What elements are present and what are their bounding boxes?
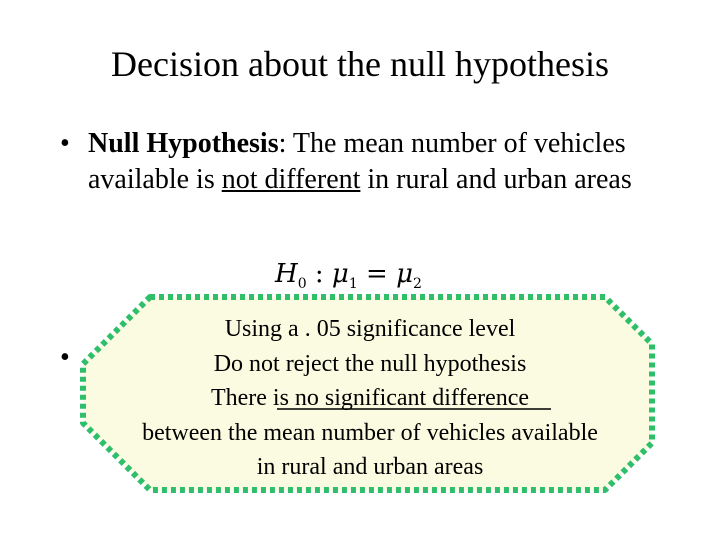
slide-title: Decision about the null hypothesis: [111, 44, 609, 84]
null-hypothesis-text-b: in rural and urban areas: [360, 164, 632, 195]
formula-mu1-subscript: 1: [348, 276, 358, 293]
callout-line-decision: Do not reject the null hypothesis: [213, 350, 527, 377]
null-hypothesis-text-a: The mean number of vehicles available is: [88, 128, 626, 195]
formula-mu2: μ: [396, 259, 413, 289]
callout-line-significance: Using a . 05 significance level: [224, 316, 516, 342]
null-hypothesis-label: Null Hypothesis: [88, 128, 279, 159]
formula-h: H: [275, 259, 298, 289]
formula-mu2-subscript: 2: [412, 276, 422, 293]
bullet-marker: •: [60, 128, 70, 159]
formula-equals: =: [357, 259, 397, 289]
callout-text: [95, 312, 645, 485]
formula-colon: :: [306, 259, 332, 289]
bullet-marker: •: [60, 342, 70, 373]
formula-h-subscript: 0: [297, 276, 307, 293]
formula-mu1: μ: [331, 259, 349, 289]
not-different-phrase: not different: [221, 164, 361, 195]
callout-line-detail: between the mean number of vehicles available: [142, 419, 598, 446]
label-colon: :: [278, 128, 287, 159]
callout-line-conclusion: There is no significant difference: [210, 385, 530, 411]
callout-line-areas: in rural and urban areas: [256, 454, 484, 480]
